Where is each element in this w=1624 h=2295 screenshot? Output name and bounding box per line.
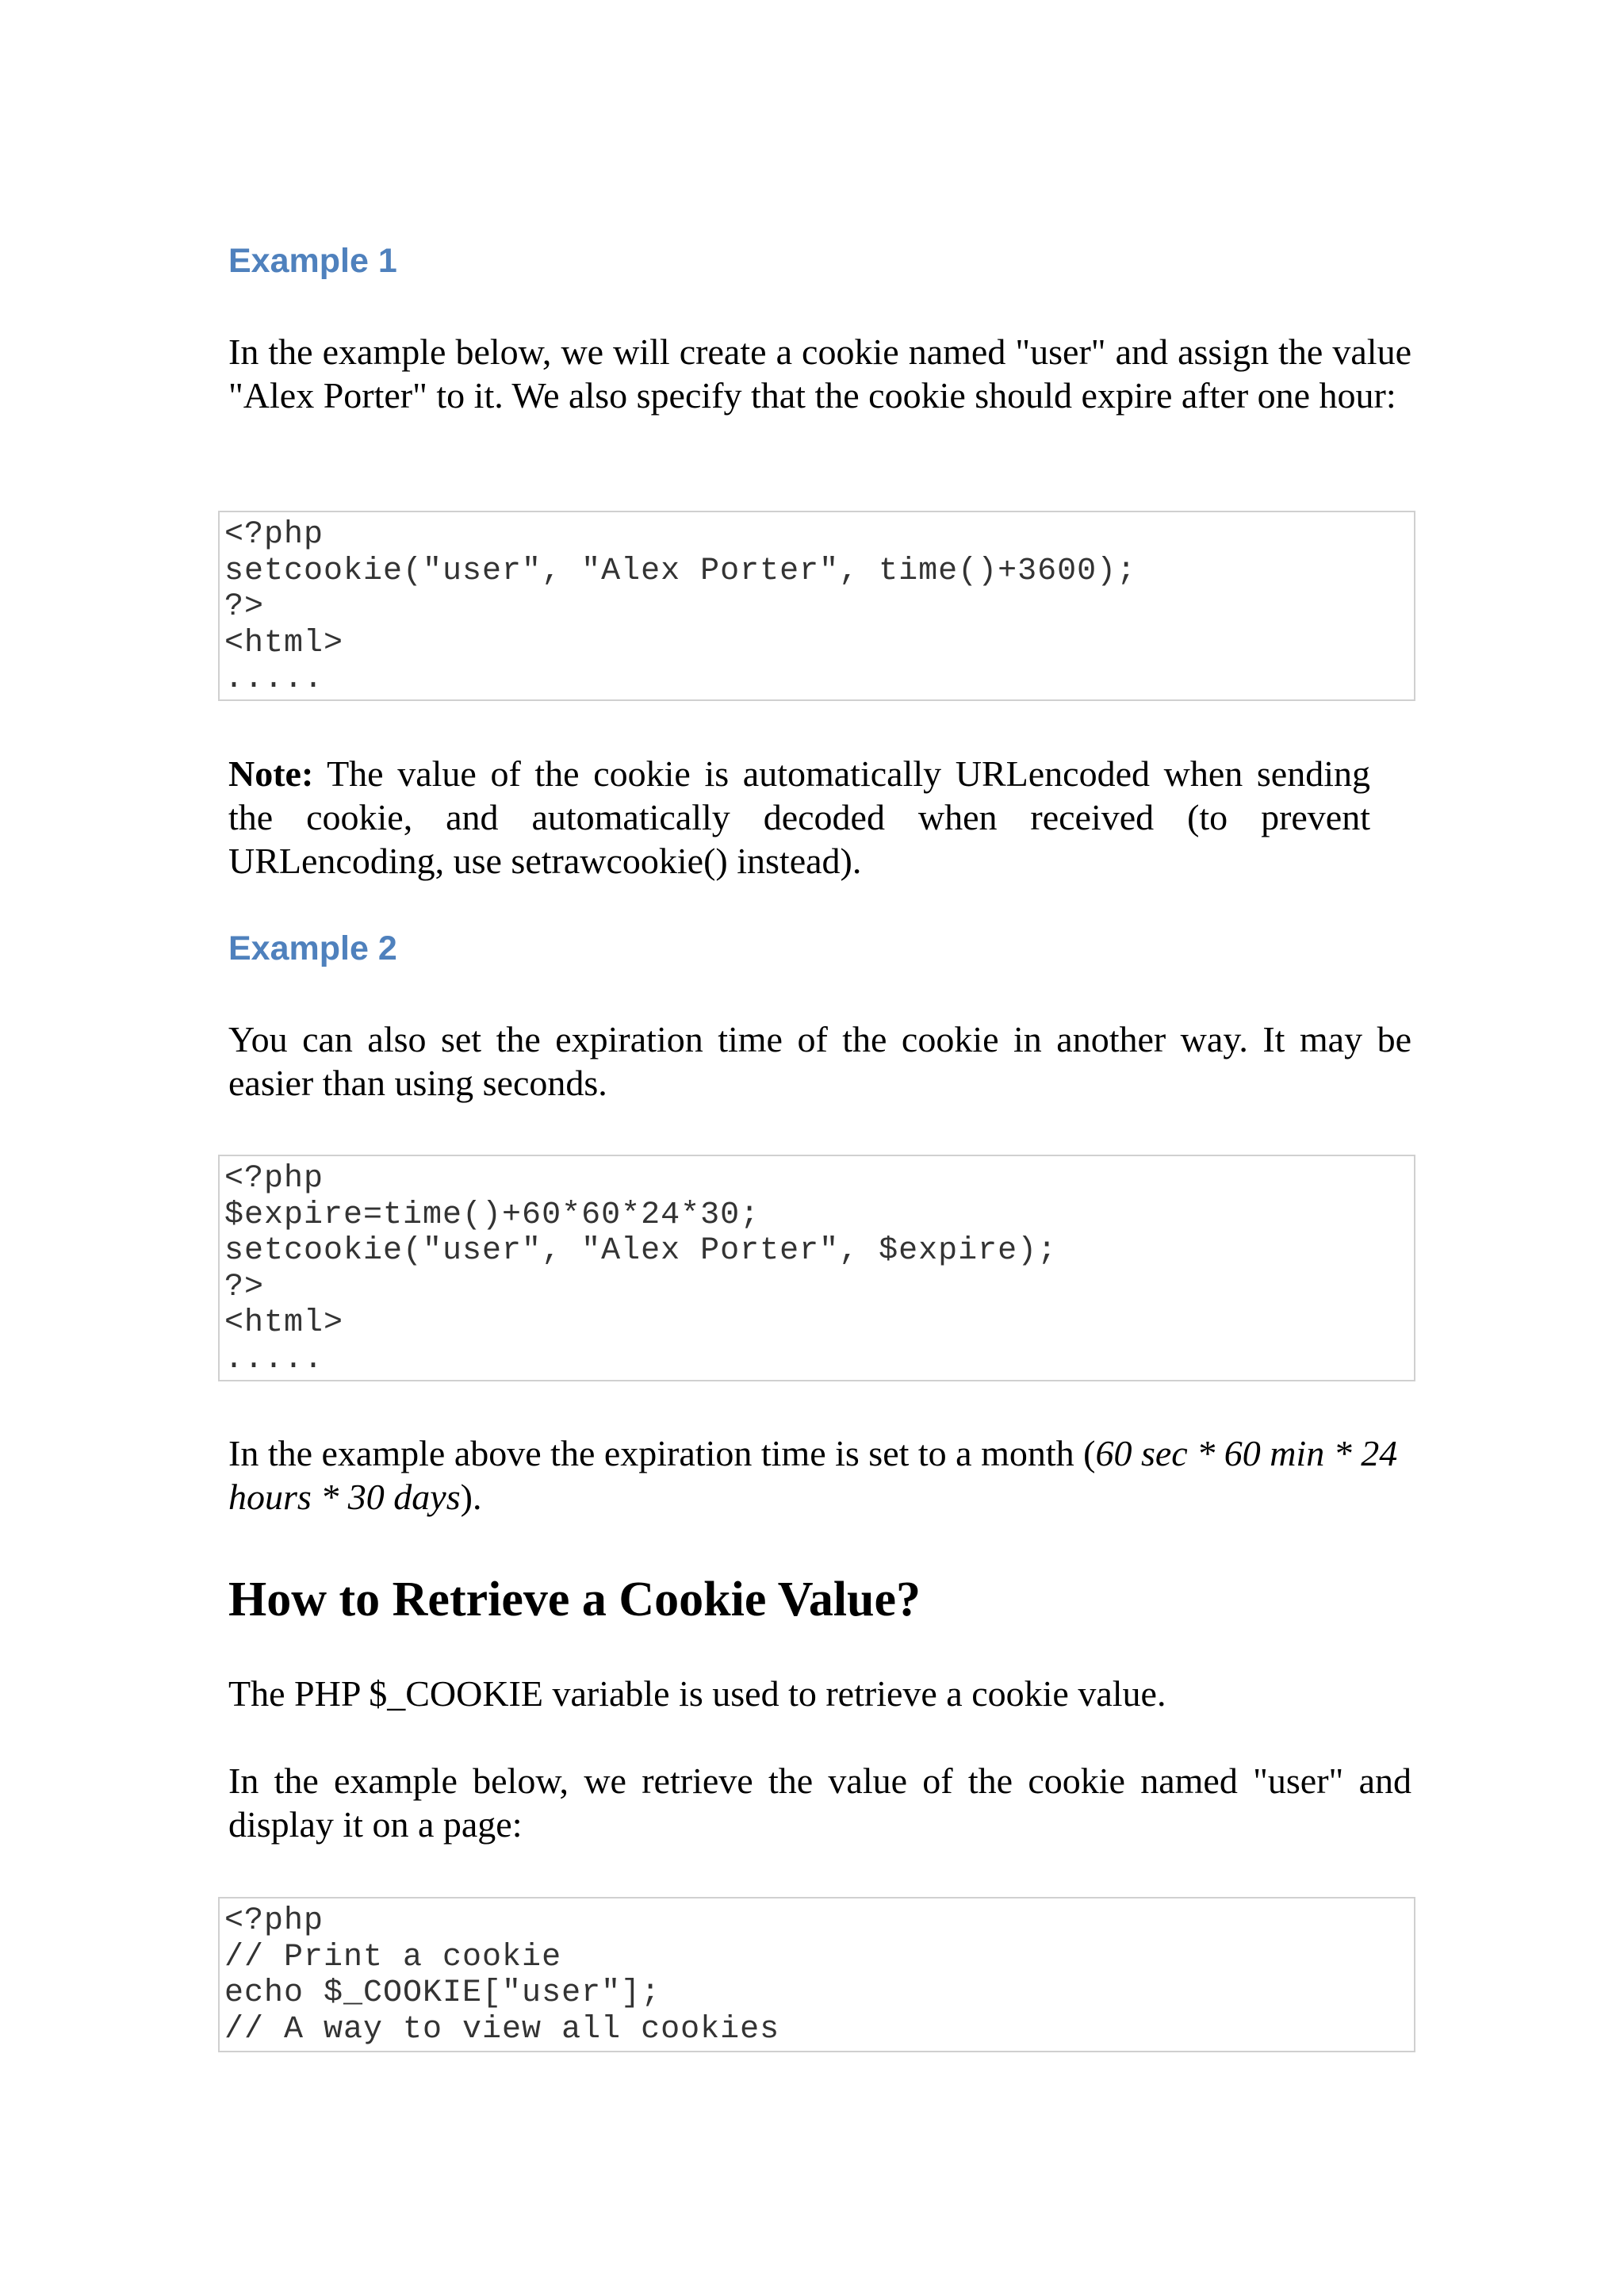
code-line: // A way to view all cookies bbox=[224, 2011, 780, 2048]
code-line: setcookie("user", "Alex Porter", time()+3600); bbox=[224, 553, 1137, 589]
explanation-prefix: In the example above the expiration time is set to a month ( bbox=[228, 1433, 1096, 1473]
code-line: // Print a cookie bbox=[224, 1939, 562, 1975]
note-label: Note: bbox=[228, 753, 314, 794]
example-2-code-block bbox=[218, 1155, 1415, 1381]
explanation-suffix: ). bbox=[460, 1477, 482, 1517]
retrieve-code-block bbox=[218, 1897, 1415, 2052]
example-1-intro: In the example below, we will create a cookie named "user" and assign the value "Alex Porter" to it. We also specify that the cookie should expire after one hour: bbox=[228, 331, 1411, 416]
example-2-heading: Example 2 bbox=[228, 929, 397, 967]
code-line: <?php bbox=[224, 517, 324, 553]
code-line: $expire=time()+60*60*24*30; bbox=[224, 1197, 760, 1233]
code-line: <?php bbox=[224, 1161, 324, 1197]
code-line: echo $_COOKIE["user"]; bbox=[224, 1975, 661, 2011]
note-text: The value of the cookie is automatically URLencoded when sending the cookie, and automatically decoded when received (to prevent URLencoding, use setrawcookie() instead). bbox=[228, 753, 1370, 881]
explanation-formula: 60 sec * 60 min * 24 hours * 30 days bbox=[228, 1433, 1398, 1517]
example-1-code-block bbox=[218, 511, 1415, 701]
code-line: ..... bbox=[224, 661, 324, 697]
example-2-intro: You can also set the expiration time of the cookie in another way. It may be easier than using seconds. bbox=[228, 1019, 1411, 1103]
code-line: <html> bbox=[224, 625, 344, 661]
code-line: setcookie("user", "Alex Porter", $expire); bbox=[224, 1233, 1058, 1269]
code-line: <?php bbox=[224, 1903, 324, 1939]
example-1-heading: Example 1 bbox=[228, 242, 397, 280]
retrieve-paragraph-2: In the example below, we retrieve the value of the cookie named "user" and display it on a page: bbox=[228, 1761, 1411, 1845]
section-title: How to Retrieve a Cookie Value? bbox=[228, 1573, 921, 1626]
code-line: <html> bbox=[224, 1305, 344, 1341]
code-line: ..... bbox=[224, 1341, 324, 1377]
code-line: ?> bbox=[224, 1269, 265, 1305]
example-2-explanation bbox=[228, 1431, 1411, 1519]
code-line: ?> bbox=[224, 589, 265, 625]
retrieve-paragraph-1: The PHP $_COOKIE variable is used to retrieve a cookie value. bbox=[228, 1673, 1166, 1714]
note-paragraph bbox=[228, 752, 1370, 883]
